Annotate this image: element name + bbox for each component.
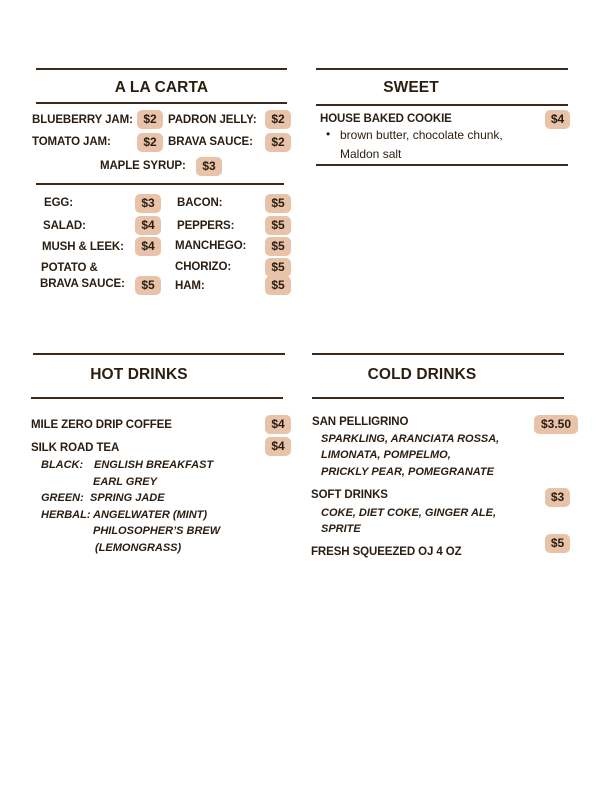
divider bbox=[312, 353, 564, 355]
item-name: FRESH SQUEEZED OJ 4 OZ bbox=[311, 546, 462, 558]
condiment-label: BRAVA SAUCE: bbox=[168, 136, 253, 148]
divider bbox=[36, 68, 287, 70]
tea-type: HERBAL: bbox=[41, 509, 91, 521]
side-label: CHORIZO: bbox=[175, 261, 232, 273]
side-label: SALAD: bbox=[43, 220, 86, 232]
item-description: COKE, DIET COKE, GINGER ALE, bbox=[321, 507, 496, 519]
price-badge: $4 bbox=[545, 110, 570, 129]
price-badge: $2 bbox=[137, 110, 163, 129]
divider bbox=[31, 397, 283, 399]
tea-option: (LEMONGRASS) bbox=[95, 542, 182, 554]
divider bbox=[33, 353, 285, 355]
divider bbox=[316, 164, 568, 166]
tea-option: ENGLISH BREAKFAST bbox=[94, 459, 214, 471]
item-description: SPRITE bbox=[321, 523, 361, 535]
bullet-icon: • bbox=[326, 127, 331, 141]
section-title: HOT DRINKS bbox=[90, 366, 188, 383]
section-title: A LA CARTA bbox=[114, 79, 209, 96]
price-badge: $4 bbox=[265, 415, 291, 434]
price-badge: $5 bbox=[545, 534, 570, 553]
price-badge: $5 bbox=[265, 237, 291, 256]
condiment-label: PADRON JELLY: bbox=[168, 114, 257, 126]
price-badge: $5 bbox=[135, 276, 161, 295]
price-badge: $4 bbox=[135, 237, 161, 256]
tea-option: ANGELWATER (MINT) bbox=[93, 509, 208, 521]
section-title: SWEET bbox=[383, 79, 439, 96]
item-description: PRICKLY PEAR, POMEGRANATE bbox=[321, 466, 494, 478]
tea-type: BLACK: bbox=[41, 459, 84, 471]
side-label: MUSH & LEEK: bbox=[42, 241, 124, 253]
item-name: SILK ROAD TEA bbox=[31, 442, 120, 454]
tea-type: GREEN: bbox=[41, 492, 84, 504]
side-label: POTATO & bbox=[41, 262, 98, 274]
item-description: SPARKLING, ARANCIATA ROSSA, bbox=[321, 433, 500, 445]
price-badge: $5 bbox=[265, 216, 291, 235]
divider bbox=[312, 397, 564, 399]
price-badge: $5 bbox=[265, 258, 291, 277]
item-name: SAN PELLIGRINO bbox=[312, 416, 409, 428]
condiment-label: BLUEBERRY JAM: bbox=[32, 114, 133, 126]
condiment-label: TOMATO JAM: bbox=[32, 136, 111, 148]
condiment-label: MAPLE SYRUP: bbox=[100, 160, 186, 172]
side-label: BACON: bbox=[177, 197, 223, 209]
price-badge: $3.50 bbox=[534, 415, 578, 434]
price-badge: $2 bbox=[265, 133, 291, 152]
divider bbox=[316, 104, 568, 106]
side-label: BRAVA SAUCE: bbox=[40, 278, 125, 290]
price-badge: $3 bbox=[196, 157, 222, 176]
divider bbox=[36, 102, 287, 104]
side-label: MANCHEGO: bbox=[175, 240, 247, 252]
side-label: EGG: bbox=[44, 197, 73, 209]
price-badge: $2 bbox=[265, 110, 291, 129]
item-name: HOUSE BAKED COOKIE bbox=[320, 113, 452, 125]
item-name: SOFT DRINKS bbox=[311, 489, 388, 501]
price-badge: $4 bbox=[265, 437, 291, 456]
side-label: PEPPERS: bbox=[177, 220, 235, 232]
price-badge: $2 bbox=[137, 133, 163, 152]
section-title: COLD DRINKS bbox=[367, 366, 477, 383]
divider bbox=[316, 68, 568, 70]
price-badge: $3 bbox=[135, 194, 161, 213]
item-description: LIMONATA, POMPELMO, bbox=[321, 449, 451, 461]
tea-option: PHILOSOPHER’S BREW bbox=[93, 525, 221, 537]
price-badge: $3 bbox=[545, 488, 570, 507]
side-label: HAM: bbox=[175, 280, 205, 292]
divider bbox=[36, 183, 284, 185]
price-badge: $5 bbox=[265, 276, 291, 295]
item-description: brown butter, chocolate chunk, bbox=[340, 128, 503, 142]
tea-option: SPRING JADE bbox=[90, 492, 165, 504]
item-name: MILE ZERO DRIP COFFEE bbox=[31, 419, 172, 431]
price-badge: $5 bbox=[265, 194, 291, 213]
tea-option: EARL GREY bbox=[93, 476, 157, 488]
price-badge: $4 bbox=[135, 216, 161, 235]
item-description: Maldon salt bbox=[340, 147, 402, 161]
